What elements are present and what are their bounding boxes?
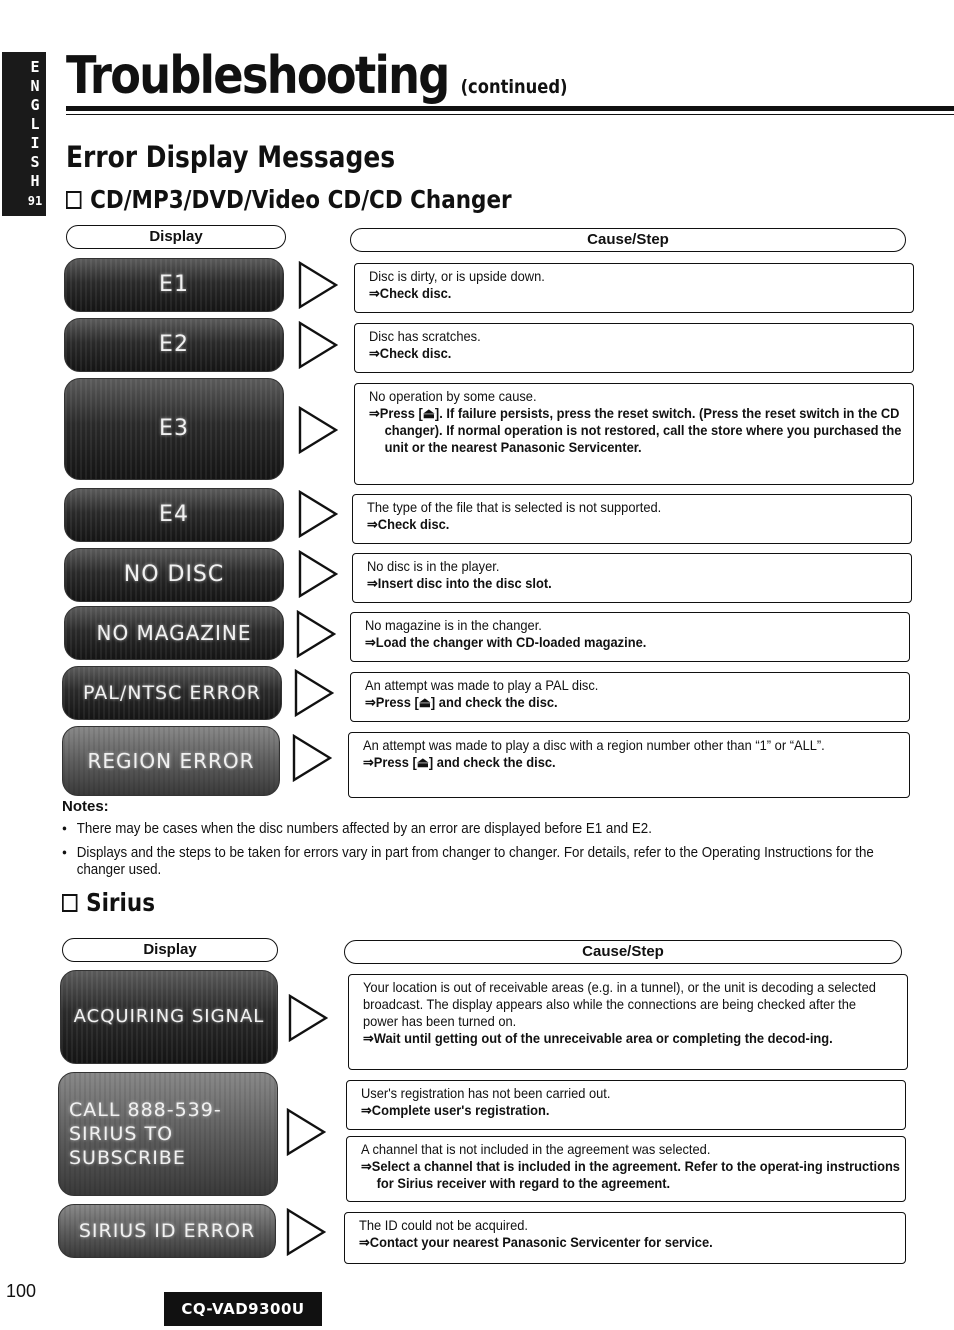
cause-text: An attempt was made to play a disc with a region number other than “1” or “ALL”. — [363, 737, 825, 753]
language-tab-letter: N — [30, 77, 40, 95]
cause-text: A channel that is not included in the agreement was selected. — [361, 1141, 711, 1157]
cause-text: Disc has scratches. — [369, 328, 481, 344]
cause-box-e1 — [354, 263, 914, 313]
note-item: ● There may be cases when the disc numbers affected by an error are displayed before E1 and E2. — [62, 820, 911, 838]
step-text: Complete user's registration. — [371, 1102, 550, 1118]
step-text: Insert disc into the disc slot. — [377, 575, 552, 591]
outline-right-triangle-icon — [298, 261, 338, 309]
step-text: Wait until getting out of the unreceivable area or completing the decod-ing. — [373, 1030, 833, 1046]
language-tab-page: 91 — [27, 194, 43, 208]
outline-right-triangle-icon — [298, 490, 338, 538]
notes-title: Notes: — [62, 798, 109, 815]
cause-box-channel-not-included — [346, 1136, 906, 1202]
model-badge: CQ-VAD9300U — [164, 1292, 322, 1326]
step-text: Check disc. — [379, 345, 452, 361]
step-arrow-icon: ⇒ — [363, 754, 374, 770]
note-item: ● Displays and the steps to be taken for errors vary in part from changer to changer. For details, refer to the Operating Instructions for the changer used. — [62, 844, 911, 879]
cause-box-sirius-id-error — [344, 1212, 906, 1264]
cause-text: User's registration has not been carried out. — [361, 1085, 611, 1101]
language-tab — [2, 52, 46, 216]
display-panel-call-to-subscribe — [58, 1072, 278, 1196]
display-panel-sirius-id-error — [58, 1204, 276, 1258]
step-arrow-icon: ⇒ — [359, 1234, 370, 1250]
cause-text: The ID could not be acquired. — [359, 1217, 528, 1233]
display-panel-no-magazine — [64, 606, 284, 660]
cd-heading — [66, 185, 512, 215]
language-tab-letter: E — [30, 58, 40, 76]
language-tab-letter: I — [30, 134, 40, 152]
display-text: SIRIUS ID ERROR — [78, 1220, 256, 1242]
outline-right-triangle-icon — [292, 734, 332, 782]
display-text: CALL 888-539- SIRIUS TO SUBSCRIBE — [69, 1099, 222, 1169]
display-panel-e1 — [64, 258, 284, 312]
display-text: E4 — [159, 502, 189, 527]
step-text: Press [⏏]. If failure persists, press the reset switch. (Press the reset switch in the CD changer). If normal operation is not restored, call the store where you purchased the unit or the nearest Panasonic Servicenter. — [379, 405, 902, 455]
display-panel-pal-ntsc-error — [62, 666, 282, 720]
step-arrow-icon: ⇒ — [361, 1102, 372, 1118]
cause-box-e3 — [354, 383, 914, 485]
display-text: NO DISC — [123, 562, 225, 587]
display-text: NO MAGAZINE — [96, 621, 252, 645]
cause-text: An attempt was made to play a PAL disc. — [365, 677, 599, 693]
language-tab-letter: L — [30, 115, 40, 133]
display-text: E3 — [159, 416, 189, 441]
cause-text: The type of the file that is selected is not supported. — [367, 499, 662, 515]
outline-right-triangle-icon — [294, 669, 334, 717]
cause-text: Your location is out of receivable areas (e.g. in a tunnel), or the unit is decoding a selected broadcast. The display appears also while the connections are being checked after the power has been turned on. — [363, 979, 876, 1029]
outline-right-triangle-icon — [298, 550, 338, 598]
cause-box-registration — [346, 1080, 906, 1130]
page-number: 100 — [6, 1281, 37, 1301]
display-text: E2 — [159, 332, 189, 357]
page-title-continued: (continued) — [460, 76, 568, 98]
outline-right-triangle-icon — [286, 1108, 326, 1156]
sirius-heading-text: Sirius — [86, 888, 156, 917]
display-text: ACQUIRING SIGNAL — [73, 1006, 265, 1027]
step-text: Check disc. — [379, 285, 452, 301]
outline-right-triangle-icon — [286, 1208, 326, 1256]
cause-box-pal-ntsc-error — [350, 672, 910, 722]
display-text: E1 — [159, 272, 189, 297]
step-text: Select a channel that is included in the agreement. Refer to the operat-ing instructions for Sirius receiver with regard to the agreement. — [371, 1158, 900, 1191]
step-text: Check disc. — [377, 516, 450, 532]
display-panel-e2 — [64, 318, 284, 372]
cause-box-e2 — [354, 323, 914, 373]
cause-text: No operation by some cause. — [369, 388, 537, 404]
page-title-text: Troubleshooting — [66, 46, 449, 106]
cause-text: No disc is in the player. — [367, 558, 500, 574]
display-panel-no-disc — [64, 548, 284, 602]
step-arrow-icon: ⇒ — [369, 285, 380, 301]
outline-right-triangle-icon — [298, 406, 338, 454]
cause-text: No magazine is in the changer. — [365, 617, 542, 633]
language-tab-letter: G — [30, 96, 40, 114]
display-panel-acquiring-signal — [60, 970, 278, 1064]
language-tab-letter: S — [30, 153, 40, 171]
step-arrow-icon: ⇒ — [369, 405, 380, 421]
cause-text: Disc is dirty, or is upside down. — [369, 268, 545, 284]
sirius-cause-column-header: Cause/Step — [344, 940, 902, 964]
display-panel-e4 — [64, 488, 284, 542]
step-arrow-icon: ⇒ — [367, 575, 378, 591]
title-rule-thin — [66, 114, 954, 115]
step-arrow-icon: ⇒ — [363, 1030, 374, 1046]
display-text: REGION ERROR — [87, 749, 255, 773]
cd-cause-column-header: Cause/Step — [350, 228, 906, 252]
cause-box-no-disc — [352, 553, 912, 603]
step-arrow-icon: ⇒ — [365, 694, 376, 710]
language-tab-letter: H — [30, 172, 40, 190]
display-panel-e3 — [64, 378, 284, 480]
step-arrow-icon: ⇒ — [369, 345, 380, 361]
cd-display-column-header: Display — [66, 225, 286, 249]
cause-box-e4 — [352, 494, 912, 544]
cd-heading-text: CD/MP3/DVD/Video CD/CD Changer — [90, 185, 512, 214]
sirius-display-column-header: Display — [62, 938, 278, 962]
step-text: Press [⏏] and check the disc. — [373, 754, 556, 770]
outline-right-triangle-icon — [288, 994, 328, 1042]
step-arrow-icon: ⇒ — [367, 516, 378, 532]
sirius-heading — [62, 888, 155, 918]
notes-list — [62, 820, 902, 885]
cause-box-acquiring-signal — [348, 974, 908, 1070]
cause-box-no-magazine — [350, 612, 910, 662]
display-panel-region-error — [62, 726, 280, 796]
step-text: Contact your nearest Panasonic Servicenter for service. — [369, 1234, 713, 1250]
step-arrow-icon: ⇒ — [361, 1158, 372, 1174]
step-text: Press [⏏] and check the disc. — [375, 694, 558, 710]
outline-right-triangle-icon — [298, 321, 338, 369]
title-rule-thick — [66, 106, 954, 111]
checkbox-icon — [62, 894, 77, 912]
cause-box-region-error — [348, 732, 910, 798]
outline-right-triangle-icon — [296, 610, 336, 658]
checkbox-icon — [66, 191, 81, 209]
display-text: PAL/NTSC ERROR — [83, 682, 261, 704]
section-title: Error Display Messages — [66, 140, 396, 174]
step-arrow-icon: ⇒ — [365, 634, 376, 650]
step-text: Load the changer with CD-loaded magazine. — [375, 634, 647, 650]
